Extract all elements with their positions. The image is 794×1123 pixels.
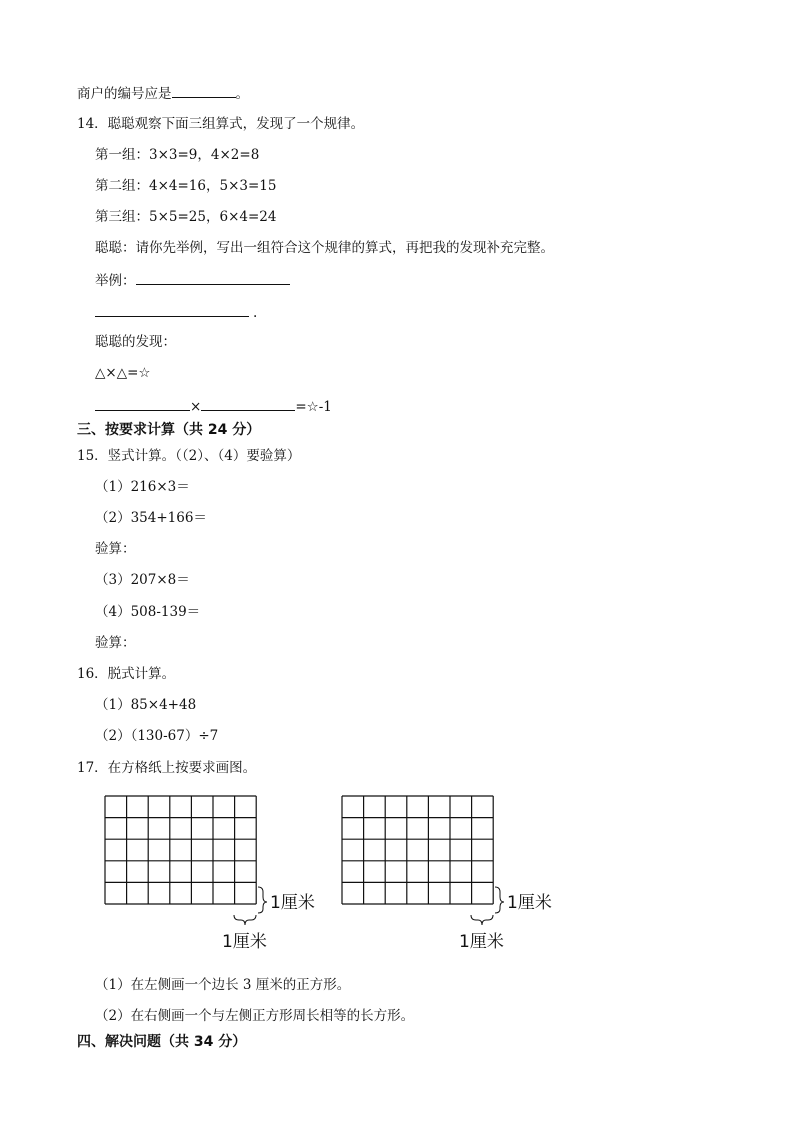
q14-group3: 第三组：5×5=25，6×4=24 [95, 209, 277, 225]
q14-example-label: 举例： [95, 273, 136, 289]
q17-p1: （1）在左侧画一个边长 3 厘米的正方形。 [95, 977, 351, 993]
q14-finding-label: 聪聪的发现： [95, 334, 176, 350]
q16-p2: （2）（130-67）÷7 [95, 728, 219, 744]
q14-rule: △×△=☆ [95, 365, 151, 381]
q15-stem: 15．竖式计算。（（2）、（4）要验算） [77, 448, 301, 464]
left-bottom-unit-label: 1厘米 [222, 932, 267, 952]
q17-p2: （2）在右侧画一个与左侧正方形周长相等的长方形。 [95, 1008, 415, 1024]
q15-p4: （4）508-139＝ [95, 604, 201, 620]
right-bottom-unit-label: 1厘米 [459, 932, 504, 952]
q14-prompt: 聪聪：请你先举例，写出一组符合这个规律的算式，再把我的发现补充完整。 [95, 240, 554, 256]
q14-example-end: . [253, 305, 258, 321]
left-side-unit-label: 1厘米 [270, 893, 315, 913]
left-grid[interactable] [105, 796, 256, 904]
right-bottom-brace [471, 915, 493, 925]
q15-check2: 验算： [95, 635, 136, 651]
right-side-brace [495, 887, 504, 913]
q16-p1: （1）85×4+48 [95, 697, 197, 713]
left-bottom-brace [234, 915, 256, 925]
q13-tail-text: 商户的编号应是 [77, 86, 172, 102]
section3-title: 三、按要求计算（共 24 分） [77, 422, 261, 438]
q17-stem: 17．在方格纸上按要求画图。 [77, 760, 257, 776]
q14-group2: 第二组：4×4=16，5×3=15 [95, 178, 277, 194]
q15-p1: （1）216×3＝ [95, 479, 190, 495]
right-grid[interactable] [342, 796, 493, 904]
q13-tail-end: 。 [235, 86, 249, 102]
right-side-unit-label: 1厘米 [507, 893, 552, 913]
q15-p3: （3）207×8＝ [95, 572, 190, 588]
q15-p2: （2）354+166＝ [95, 510, 207, 526]
q14-times: × [190, 399, 202, 415]
section4-title: 四、解决问题（共 34 分） [77, 1034, 247, 1050]
left-side-brace [258, 887, 267, 913]
q14-rule-end: =☆-1 [295, 399, 332, 415]
q15-check1: 验算： [95, 541, 136, 557]
q16-stem: 16．脱式计算。 [77, 666, 176, 682]
q14-group1: 第一组：3×3=9，4×2=8 [95, 147, 260, 163]
q14-stem: 14．聪聪观察下面三组算式，发现了一个规律。 [77, 116, 365, 132]
